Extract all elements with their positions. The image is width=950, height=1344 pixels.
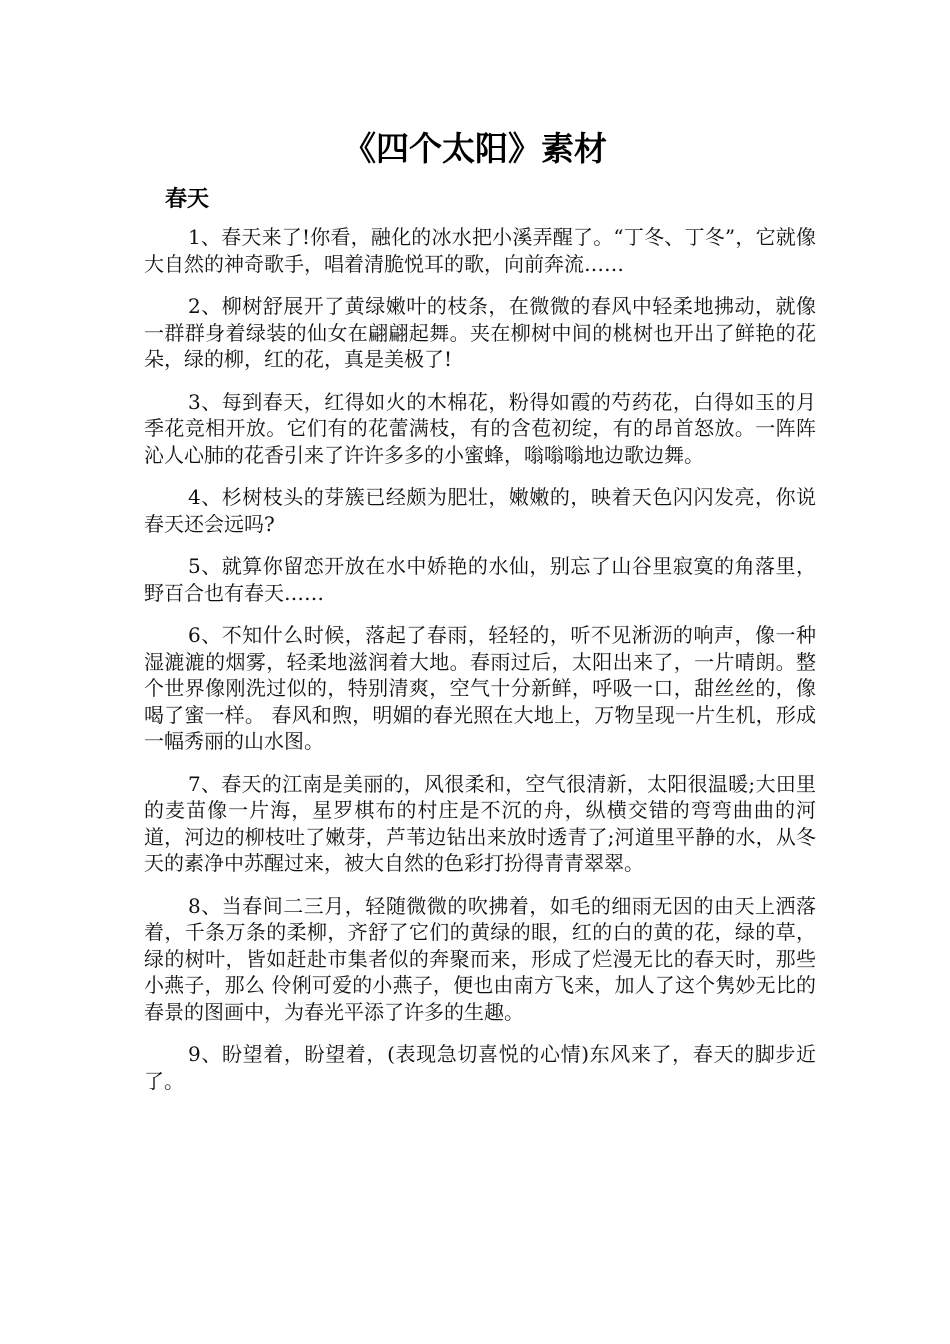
paragraph: 2、柳树舒展开了黄绿嫩叶的枝条，在微微的春风中轻柔地拂动，就像一群群身着绿装的仙女在翩翩起舞。夹在柳树中间的桃树也开出了鲜艳的花朵，绿的柳，红的花，真是美极了! bbox=[144, 294, 816, 371]
section-heading: 春天 bbox=[165, 187, 210, 212]
paragraph: 9、盼望着，盼望着，(表现急切喜悦的心情)东风来了，春天的脚步近了。 bbox=[144, 1042, 816, 1093]
paragraph: 4、杉树枝头的芽簇已经颇为肥壮，嫩嫩的，映着天色闪闪发亮，你说春天还会远吗? bbox=[144, 485, 816, 536]
paragraph: 5、就算你留恋开放在水中娇艳的水仙，别忘了山谷里寂寞的角落里，野百合也有春天…… bbox=[144, 554, 816, 605]
paragraph: 1、春天来了!你看，融化的冰水把小溪弄醒了。“丁冬、丁冬”，它就像大自然的神奇歌手，唱着清脆悦耳的歌，向前奔流…… bbox=[144, 225, 816, 276]
paragraph: 3、每到春天，红得如火的木棉花，粉得如霞的芍药花，白得如玉的月季花竞相开放。它们有的花蕾满枝，有的含苞初绽，有的昂首怒放。一阵阵沁人心肺的花香引来了许许多多的小蜜蜂，嗡嗡嗡地边歌边舞。 bbox=[144, 389, 816, 467]
paragraph: 7、春天的江南是美丽的，风很柔和，空气很清新，太阳很温暖;大田里的麦苗像一片海，星罗棋布的村庄是不沉的舟，纵横交错的弯弯曲曲的河道，河边的柳枝吐了嫩芽，芦苇边钻出来放时透青了;河道里平静的水，从冬天的素净中苏醒过来，被大自然的色彩打扮得青青翠翠。 bbox=[144, 771, 816, 875]
paragraph: 8、当春间二三月，轻随微微的吹拂着，如毛的细雨无因的由天上洒落着，千条万条的柔柳，齐舒了它们的黄绿的眼，红的白的黄的花，绿的草，绿的树叶，皆如赶赴市集者似的奔聚而来，形成了烂漫无比的春天时，那些小燕子，那么 伶俐可爱的小燕子，便也由南方飞来，加人了这个隽妙无比的春景的图画中，为春光平添了许多的生趣。 bbox=[144, 893, 816, 1024]
paragraph: 6、不知什么时候，落起了春雨，轻轻的，听不见淅沥的响声，像一种湿漉漉的烟雾，轻柔地滋润着大地。春雨过后，太阳出来了，一片晴朗。整个世界像刚洗过似的，特别清爽，空气十分新鲜，呼吸一口，甜丝丝的，像喝了蜜一样。 春风和煦，明媚的春光照在大地上，万物呈现一片生机，形成一幅秀丽的山水图。 bbox=[144, 623, 816, 753]
document-body bbox=[144, 224, 816, 1110]
document-title: 《四个太阳》素材 bbox=[343, 129, 607, 168]
